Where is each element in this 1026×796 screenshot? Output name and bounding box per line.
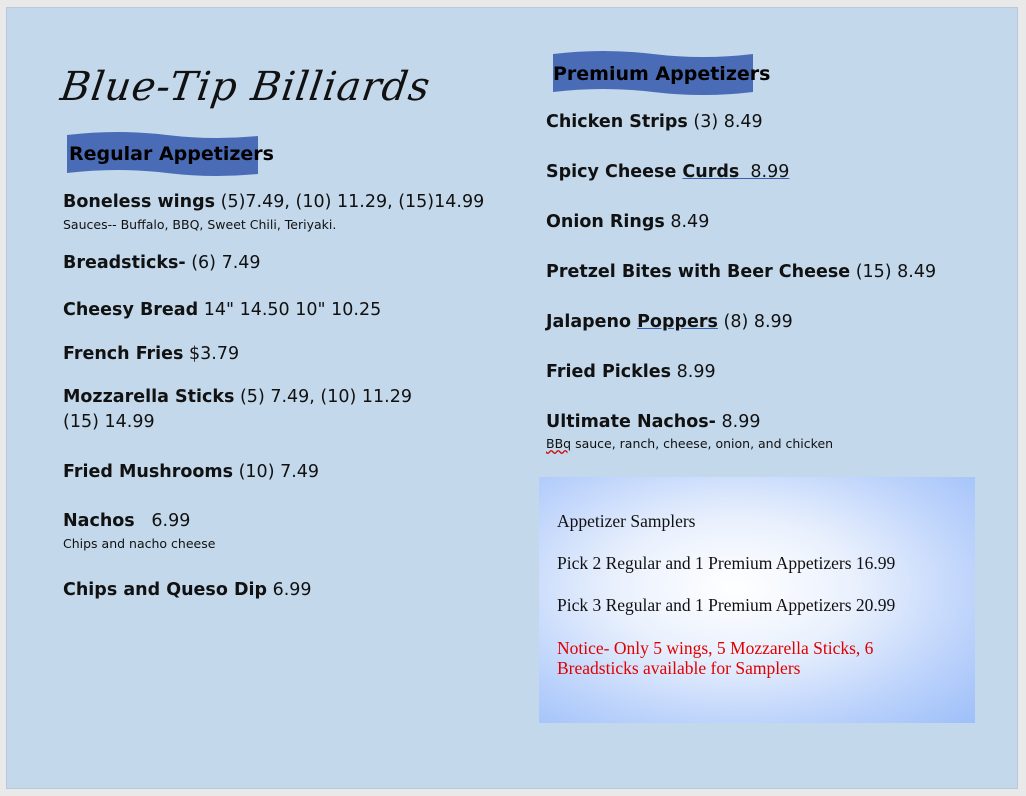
item-name: Jalapeno	[546, 312, 638, 332]
sampler-option-1: Pick 2 Regular and 1 Premium Appetizers 16.99	[557, 553, 896, 573]
item-name: Nachos	[63, 511, 135, 531]
item-price: (8) 8.99	[717, 312, 793, 332]
item-price: 8.99	[715, 412, 761, 432]
item-name: Pretzel Bites with Beer Cheese	[546, 262, 851, 282]
item-name-part: Curds	[682, 162, 740, 182]
menu-item-fried-mushrooms	[63, 462, 319, 482]
item-name: French Fries	[63, 344, 184, 364]
item-price: 8.99	[671, 362, 716, 382]
item-name: Onion Rings	[546, 212, 665, 232]
regular-heading: Regular Appetizers	[69, 143, 274, 165]
item-price: (15) 8.49	[850, 262, 937, 282]
item-price: 14" 14.50 10" 10.25	[198, 300, 382, 320]
menu-item-pretzel-bites	[546, 262, 936, 282]
sampler-option-2: Pick 3 Regular and 1 Premium Appetizers 20.99	[557, 595, 896, 615]
item-name: Fried Pickles	[546, 362, 672, 382]
item-price: (5) 7.49, (10) 11.29	[234, 387, 413, 407]
menu-item-fried-pickles	[546, 362, 716, 382]
item-price: 6.99	[134, 511, 191, 531]
menu-item-chicken-strips	[546, 112, 763, 132]
menu-item-cheesy-bread	[63, 300, 381, 320]
restaurant-title: Blue-Tip Billiards	[57, 64, 434, 110]
item-price: 6.99	[267, 580, 312, 600]
item-price: 8.49	[664, 212, 710, 232]
item-note	[546, 436, 833, 451]
menu-item-onion-rings	[546, 212, 709, 232]
menu-item-nachos	[63, 511, 190, 531]
menu-item-mozzarella-sticks	[63, 387, 412, 407]
item-name: Boneless wings	[63, 192, 216, 212]
item-note-misspelled: BBq	[546, 436, 572, 451]
item-note-rest: sauce, ranch, cheese, onion, and chicken	[571, 436, 834, 451]
item-price: (6) 7.49	[185, 253, 261, 273]
item-name: Chips and Queso Dip	[63, 580, 268, 600]
menu-item-french-fries	[63, 344, 239, 364]
menu-item-boneless-wings	[63, 192, 484, 212]
item-name: Mozzarella Sticks	[63, 387, 235, 407]
menu-item-jalapeno-poppers	[546, 312, 793, 332]
item-price: (5)7.49, (10) 11.29, (15)14.99	[215, 192, 485, 212]
item-price: 8.99	[739, 162, 790, 182]
item-name-underlined: Poppers	[637, 312, 718, 332]
item-price: (3) 8.49	[687, 112, 763, 132]
premium-heading: Premium Appetizers	[553, 63, 771, 85]
sampler-notice: Notice- Only 5 wings, 5 Mozzarella Sticks, 6 Breadsticks available for Samplers	[557, 638, 874, 678]
menu-item-spicy-cheese-curds	[546, 162, 789, 182]
menu-page	[6, 7, 1018, 789]
item-price: $3.79	[183, 344, 240, 364]
item-name-underlined	[682, 162, 789, 182]
item-price: (10) 7.49	[233, 462, 320, 482]
item-price-continued: (15) 14.99	[63, 412, 155, 432]
item-name: Ultimate Nachos-	[546, 412, 716, 432]
item-note: Chips and nacho cheese	[63, 536, 216, 551]
item-name: Cheesy Bread	[63, 300, 199, 320]
sampler-box	[539, 477, 975, 723]
sampler-title: Appetizer Samplers	[557, 511, 696, 531]
item-note: Sauces-- Buffalo, BBQ, Sweet Chili, Teriyaki.	[63, 217, 337, 232]
menu-item-breadsticks	[63, 253, 261, 273]
item-name: Spicy Cheese	[546, 162, 683, 182]
item-name: Chicken Strips	[546, 112, 688, 132]
item-name: Fried Mushrooms	[63, 462, 234, 482]
menu-item-chips-queso	[63, 580, 312, 600]
item-name: Breadsticks-	[63, 253, 186, 273]
menu-item-ultimate-nachos	[546, 412, 760, 432]
